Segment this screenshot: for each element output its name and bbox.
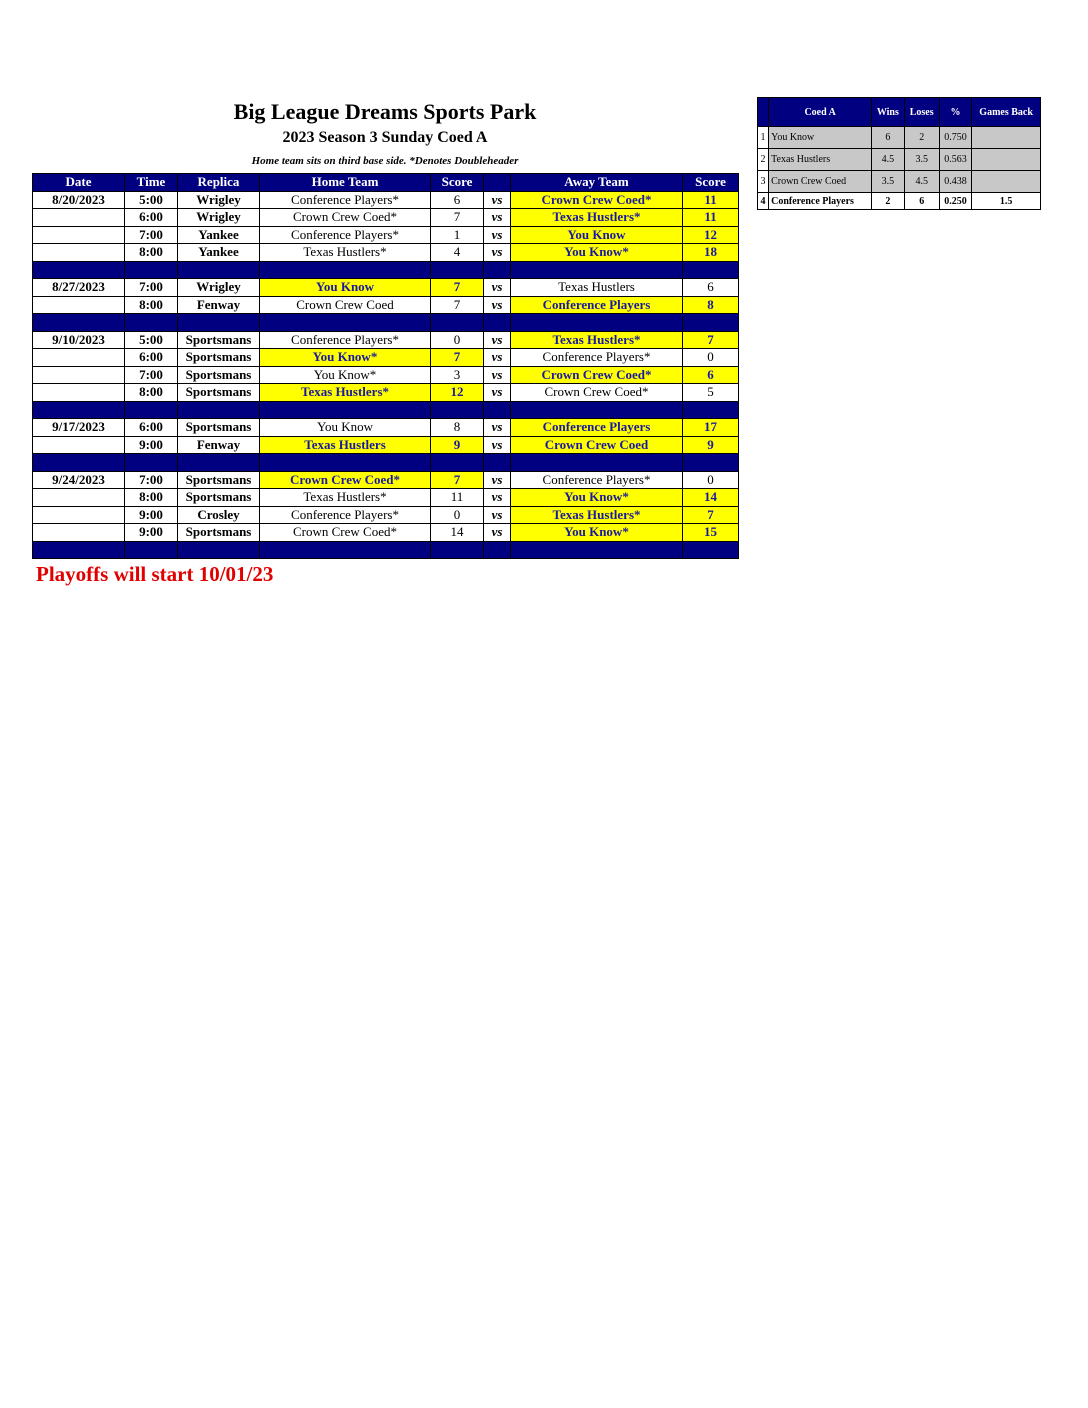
separator-cell	[511, 261, 683, 279]
separator-cell	[125, 454, 178, 472]
standings-wins: 3.5	[872, 171, 904, 193]
home-team: You Know	[260, 279, 431, 297]
game-field: Sportsmans	[178, 489, 260, 507]
away-score: 17	[683, 419, 739, 437]
standings-row	[758, 127, 1041, 149]
separator-cell	[33, 541, 125, 559]
separator-cell	[683, 261, 739, 279]
schedule-table	[32, 173, 739, 559]
game-row	[33, 226, 739, 244]
separator-cell	[484, 541, 511, 559]
separator-cell	[431, 314, 484, 332]
game-time: 5:00	[125, 191, 178, 209]
standings-pct: 0.750	[939, 127, 971, 149]
standings-wins: 6	[872, 127, 904, 149]
col-header-away-score: Score	[683, 174, 739, 192]
home-score: 0	[431, 506, 484, 524]
separator-cell	[683, 541, 739, 559]
vs-label: vs	[484, 489, 511, 507]
away-team: You Know*	[511, 524, 683, 542]
away-score: 5	[683, 384, 739, 402]
home-team: You Know*	[260, 366, 431, 384]
game-date	[33, 209, 125, 227]
separator-cell	[178, 261, 260, 279]
standings-loses: 6	[904, 193, 939, 210]
standings-rank: 1	[758, 127, 769, 149]
home-score: 1	[431, 226, 484, 244]
game-field: Sportsmans	[178, 349, 260, 367]
away-score: 6	[683, 366, 739, 384]
separator-cell	[178, 454, 260, 472]
standings-games-back	[972, 149, 1041, 171]
standings-team: Texas Hustlers	[769, 149, 872, 171]
game-row	[33, 384, 739, 402]
home-team: You Know	[260, 419, 431, 437]
week-separator-row	[33, 541, 739, 559]
game-date	[33, 244, 125, 262]
separator-cell	[125, 401, 178, 419]
standings-header-pct: %	[939, 98, 971, 127]
away-score: 12	[683, 226, 739, 244]
game-time: 8:00	[125, 296, 178, 314]
col-header-home-team: Home Team	[260, 174, 431, 192]
game-date	[33, 524, 125, 542]
home-score: 7	[431, 209, 484, 227]
game-time: 9:00	[125, 506, 178, 524]
game-time: 6:00	[125, 349, 178, 367]
standings-row	[758, 171, 1041, 193]
col-header-vs	[484, 174, 511, 192]
standings-header-row	[758, 98, 1041, 127]
separator-cell	[431, 401, 484, 419]
away-score: 8	[683, 296, 739, 314]
vs-label: vs	[484, 384, 511, 402]
home-score: 4	[431, 244, 484, 262]
home-team: Conference Players*	[260, 191, 431, 209]
separator-cell	[178, 541, 260, 559]
game-field: Wrigley	[178, 191, 260, 209]
separator-cell	[260, 314, 431, 332]
game-time: 7:00	[125, 226, 178, 244]
home-team: Texas Hustlers	[260, 436, 431, 454]
standings-loses: 3.5	[904, 149, 939, 171]
game-time: 7:00	[125, 366, 178, 384]
home-score: 9	[431, 436, 484, 454]
separator-cell	[511, 541, 683, 559]
standings-wins: 4.5	[872, 149, 904, 171]
home-team: Crown Crew Coed*	[260, 209, 431, 227]
game-date	[33, 226, 125, 244]
game-date	[33, 489, 125, 507]
separator-cell	[260, 261, 431, 279]
game-field: Wrigley	[178, 209, 260, 227]
away-score: 14	[683, 489, 739, 507]
home-score: 0	[431, 331, 484, 349]
col-header-away-team: Away Team	[511, 174, 683, 192]
vs-label: vs	[484, 471, 511, 489]
game-row	[33, 489, 739, 507]
standings-games-back	[972, 127, 1041, 149]
schedule-note: Home team sits on third base side. *Denotes Doubleheader	[251, 155, 519, 167]
separator-cell	[125, 541, 178, 559]
away-score: 0	[683, 471, 739, 489]
standings-header-wins: Wins	[872, 98, 904, 127]
game-field: Yankee	[178, 244, 260, 262]
separator-cell	[178, 314, 260, 332]
vs-label: vs	[484, 226, 511, 244]
standings-rank: 4	[758, 193, 769, 210]
home-score: 3	[431, 366, 484, 384]
game-field: Sportsmans	[178, 384, 260, 402]
vs-label: vs	[484, 506, 511, 524]
page-subtitle: 2023 Season 3 Sunday Coed A	[282, 129, 488, 146]
standings-games-back	[972, 171, 1041, 193]
game-field: Sportsmans	[178, 366, 260, 384]
standings-loses: 4.5	[904, 171, 939, 193]
game-field: Fenway	[178, 296, 260, 314]
game-date: 9/10/2023	[33, 331, 125, 349]
away-team: Texas Hustlers*	[511, 331, 683, 349]
game-time: 9:00	[125, 524, 178, 542]
vs-label: vs	[484, 349, 511, 367]
away-team: Texas Hustlers*	[511, 209, 683, 227]
page-title: Big League Dreams Sports Park	[233, 99, 537, 124]
game-row	[33, 471, 739, 489]
schedule-header-row	[33, 174, 739, 192]
game-row	[33, 209, 739, 227]
home-team: Texas Hustlers*	[260, 384, 431, 402]
game-date	[33, 349, 125, 367]
game-row	[33, 436, 739, 454]
away-team: Conference Players*	[511, 349, 683, 367]
game-row	[33, 349, 739, 367]
standings-row	[758, 149, 1041, 171]
week-separator-row	[33, 401, 739, 419]
game-date	[33, 384, 125, 402]
game-field: Wrigley	[178, 279, 260, 297]
home-team: Texas Hustlers*	[260, 489, 431, 507]
home-score: 7	[431, 296, 484, 314]
game-row	[33, 296, 739, 314]
home-team: Crown Crew Coed*	[260, 471, 431, 489]
standings-table	[757, 97, 1041, 210]
separator-cell	[484, 314, 511, 332]
vs-label: vs	[484, 209, 511, 227]
home-team: You Know*	[260, 349, 431, 367]
away-team: Conference Players*	[511, 471, 683, 489]
game-time: 8:00	[125, 244, 178, 262]
separator-cell	[125, 261, 178, 279]
away-team: Texas Hustlers*	[511, 506, 683, 524]
game-time: 8:00	[125, 384, 178, 402]
game-time: 7:00	[125, 471, 178, 489]
separator-cell	[484, 454, 511, 472]
vs-label: vs	[484, 244, 511, 262]
home-score: 6	[431, 191, 484, 209]
separator-cell	[431, 261, 484, 279]
col-header-date: Date	[33, 174, 125, 192]
week-separator-row	[33, 314, 739, 332]
separator-cell	[431, 541, 484, 559]
away-score: 7	[683, 506, 739, 524]
standings-games-back: 1.5	[972, 193, 1041, 210]
standings-team: Crown Crew Coed	[769, 171, 872, 193]
away-score: 6	[683, 279, 739, 297]
game-time: 5:00	[125, 331, 178, 349]
away-team: You Know*	[511, 244, 683, 262]
home-score: 7	[431, 279, 484, 297]
game-row	[33, 419, 739, 437]
game-field: Sportsmans	[178, 331, 260, 349]
game-date: 8/27/2023	[33, 279, 125, 297]
vs-label: vs	[484, 296, 511, 314]
away-team: Crown Crew Coed*	[511, 384, 683, 402]
game-row	[33, 506, 739, 524]
game-time: 6:00	[125, 419, 178, 437]
standings-pct: 0.250	[939, 193, 971, 210]
separator-cell	[484, 261, 511, 279]
game-date: 8/20/2023	[33, 191, 125, 209]
home-score: 12	[431, 384, 484, 402]
separator-cell	[484, 401, 511, 419]
separator-cell	[260, 401, 431, 419]
game-time: 6:00	[125, 209, 178, 227]
vs-label: vs	[484, 419, 511, 437]
standings-pct: 0.438	[939, 171, 971, 193]
week-separator-row	[33, 454, 739, 472]
home-team: Texas Hustlers*	[260, 244, 431, 262]
home-team: Crown Crew Coed*	[260, 524, 431, 542]
separator-cell	[33, 314, 125, 332]
game-row	[33, 331, 739, 349]
standings-row	[758, 193, 1041, 210]
game-time: 8:00	[125, 489, 178, 507]
away-team: Conference Players	[511, 296, 683, 314]
separator-cell	[33, 454, 125, 472]
col-header-home-score: Score	[431, 174, 484, 192]
game-field: Sportsmans	[178, 471, 260, 489]
vs-label: vs	[484, 331, 511, 349]
separator-cell	[511, 314, 683, 332]
game-date	[33, 366, 125, 384]
standings-header-loses: Loses	[904, 98, 939, 127]
separator-cell	[683, 314, 739, 332]
game-row	[33, 279, 739, 297]
game-date: 9/24/2023	[33, 471, 125, 489]
separator-cell	[33, 261, 125, 279]
vs-label: vs	[484, 436, 511, 454]
vs-label: vs	[484, 279, 511, 297]
away-team: You Know*	[511, 489, 683, 507]
game-date	[33, 506, 125, 524]
away-score: 7	[683, 331, 739, 349]
game-field: Crosley	[178, 506, 260, 524]
vs-label: vs	[484, 524, 511, 542]
away-team: You Know	[511, 226, 683, 244]
game-date: 9/17/2023	[33, 419, 125, 437]
game-time: 9:00	[125, 436, 178, 454]
home-score: 14	[431, 524, 484, 542]
separator-cell	[511, 454, 683, 472]
home-team: Conference Players*	[260, 331, 431, 349]
game-time: 7:00	[125, 279, 178, 297]
game-row	[33, 191, 739, 209]
playoffs-note: Playoffs will start 10/01/23	[36, 562, 274, 586]
away-team: Crown Crew Coed*	[511, 366, 683, 384]
vs-label: vs	[484, 366, 511, 384]
game-field: Fenway	[178, 436, 260, 454]
game-date	[33, 436, 125, 454]
away-score: 0	[683, 349, 739, 367]
away-team: Crown Crew Coed*	[511, 191, 683, 209]
home-score: 8	[431, 419, 484, 437]
standings-pct: 0.563	[939, 149, 971, 171]
week-separator-row	[33, 261, 739, 279]
game-field: Sportsmans	[178, 419, 260, 437]
away-team: Texas Hustlers	[511, 279, 683, 297]
home-score: 11	[431, 489, 484, 507]
away-score: 9	[683, 436, 739, 454]
standings-team: Conference Players	[769, 193, 872, 210]
game-field: Yankee	[178, 226, 260, 244]
separator-cell	[125, 314, 178, 332]
standings-rank-header	[758, 98, 769, 127]
away-score: 11	[683, 191, 739, 209]
vs-label: vs	[484, 191, 511, 209]
game-row	[33, 524, 739, 542]
separator-cell	[511, 401, 683, 419]
separator-cell	[260, 454, 431, 472]
standings-team: You Know	[769, 127, 872, 149]
col-header-time: Time	[125, 174, 178, 192]
home-team: Conference Players*	[260, 226, 431, 244]
separator-cell	[33, 401, 125, 419]
separator-cell	[178, 401, 260, 419]
home-score: 7	[431, 349, 484, 367]
standings-header-division: Coed A	[769, 98, 872, 127]
standings-loses: 2	[904, 127, 939, 149]
away-team: Conference Players	[511, 419, 683, 437]
standings-header-games-back: Games Back	[972, 98, 1041, 127]
home-team: Conference Players*	[260, 506, 431, 524]
away-score: 15	[683, 524, 739, 542]
separator-cell	[683, 401, 739, 419]
col-header-replica: Replica	[178, 174, 260, 192]
standings-rank: 2	[758, 149, 769, 171]
separator-cell	[431, 454, 484, 472]
game-field: Sportsmans	[178, 524, 260, 542]
game-row	[33, 244, 739, 262]
away-team: Crown Crew Coed	[511, 436, 683, 454]
separator-cell	[683, 454, 739, 472]
away-score: 11	[683, 209, 739, 227]
standings-rank: 3	[758, 171, 769, 193]
home-score: 7	[431, 471, 484, 489]
game-date	[33, 296, 125, 314]
standings-wins: 2	[872, 193, 904, 210]
home-team: Crown Crew Coed	[260, 296, 431, 314]
away-score: 18	[683, 244, 739, 262]
separator-cell	[260, 541, 431, 559]
game-row	[33, 366, 739, 384]
